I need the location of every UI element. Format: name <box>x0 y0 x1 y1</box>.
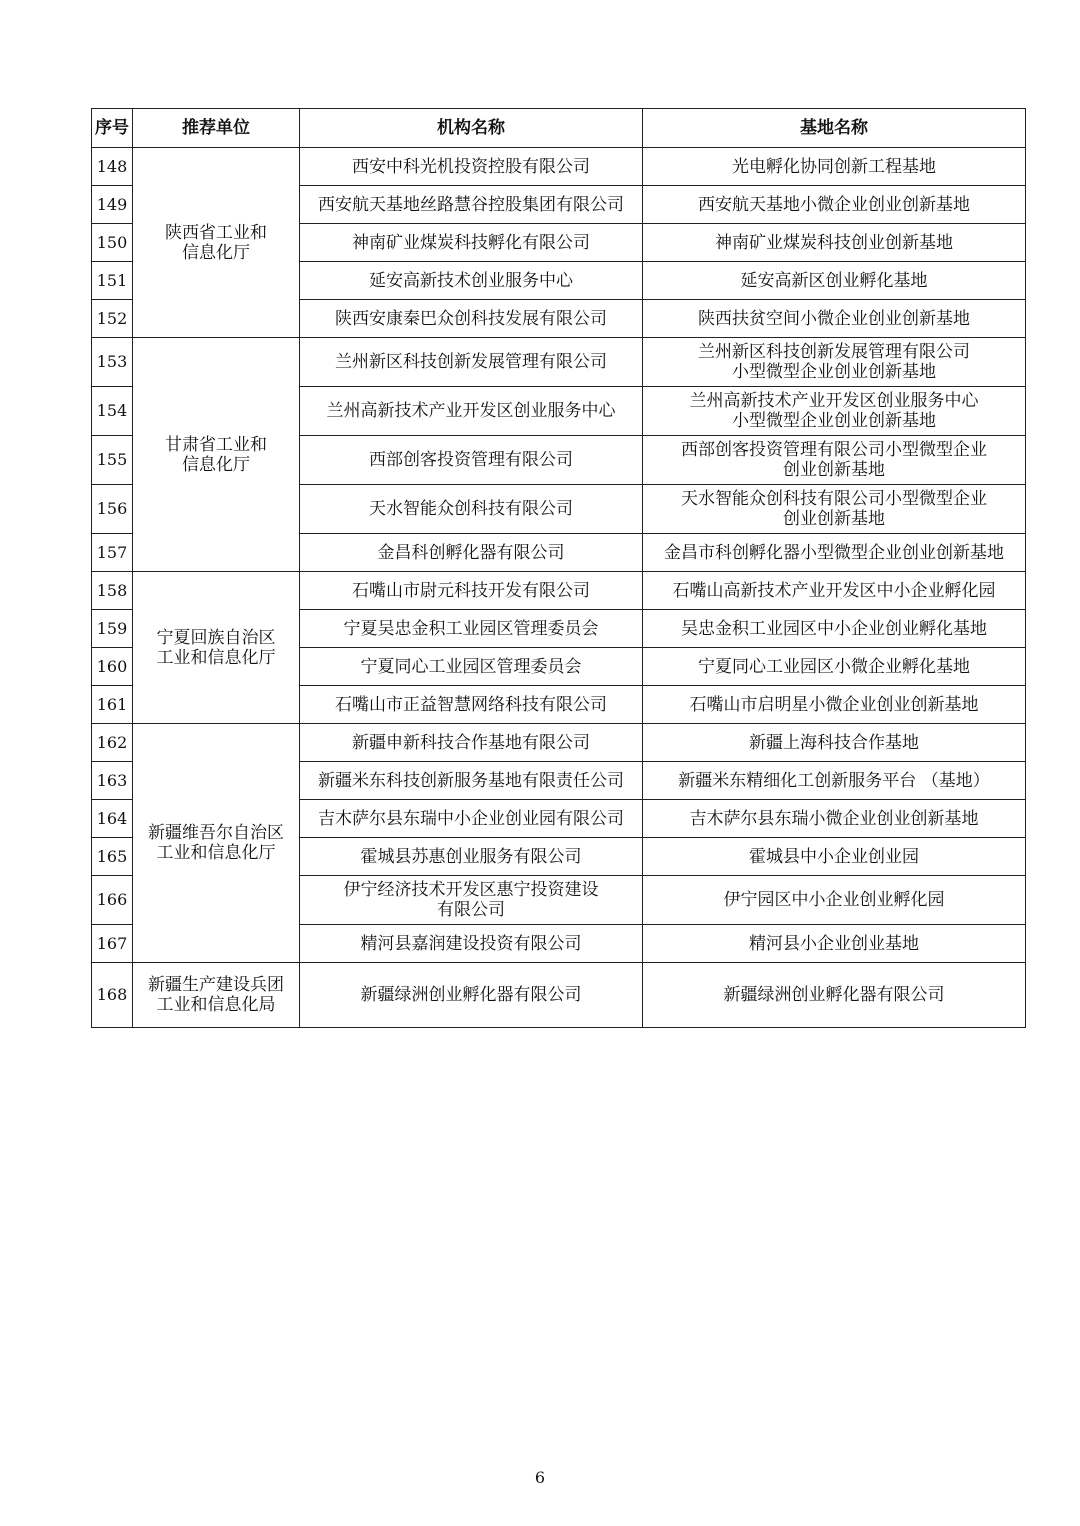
base-name-cell: 新疆米东精细化工创新服务平台 （基地） <box>643 762 1026 800</box>
institution-name-cell: 伊宁经济技术开发区惠宁投资建设 有限公司 <box>300 876 643 925</box>
seq-cell: 149 <box>92 186 133 224</box>
seq-cell: 160 <box>92 648 133 686</box>
table-row <box>92 338 1026 387</box>
institution-name-cell: 精河县嘉润建设投资有限公司 <box>300 925 643 963</box>
header-seq: 序号 <box>92 109 133 148</box>
institution-name-cell: 天水智能众创科技有限公司 <box>300 485 643 534</box>
base-name-cell: 陕西扶贫空间小微企业创业创新基地 <box>643 300 1026 338</box>
base-name-cell: 西部创客投资管理有限公司小型微型企业 创业创新基地 <box>643 436 1026 485</box>
seq-cell: 168 <box>92 963 133 1028</box>
seq-cell: 158 <box>92 572 133 610</box>
base-name-cell: 石嘴山市启明星小微企业创业创新基地 <box>643 686 1026 724</box>
recommending-unit-cell: 宁夏回族自治区 工业和信息化厅 <box>133 572 300 724</box>
seq-cell: 148 <box>92 148 133 186</box>
table-body <box>92 148 1026 1028</box>
recommending-unit-cell: 新疆维吾尔自治区 工业和信息化厅 <box>133 724 300 963</box>
base-name-cell: 石嘴山高新技术产业开发区中小企业孵化园 <box>643 572 1026 610</box>
recommending-unit-cell: 甘肃省工业和 信息化厅 <box>133 338 300 572</box>
institution-name-cell: 宁夏同心工业园区管理委员会 <box>300 648 643 686</box>
seq-cell: 159 <box>92 610 133 648</box>
institution-name-cell: 延安高新技术创业服务中心 <box>300 262 643 300</box>
institution-name-cell: 西安航天基地丝路慧谷控股集团有限公司 <box>300 186 643 224</box>
base-name-cell: 精河县小企业创业基地 <box>643 925 1026 963</box>
institution-name-cell: 石嘴山市正益智慧网络科技有限公司 <box>300 686 643 724</box>
recommending-unit-cell: 陕西省工业和 信息化厅 <box>133 148 300 338</box>
institution-name-cell: 石嘴山市尉元科技开发有限公司 <box>300 572 643 610</box>
base-name-cell: 霍城县中小企业创业园 <box>643 838 1026 876</box>
seq-cell: 166 <box>92 876 133 925</box>
institution-table <box>91 108 1026 1028</box>
seq-cell: 150 <box>92 224 133 262</box>
seq-cell: 164 <box>92 800 133 838</box>
seq-cell: 154 <box>92 387 133 436</box>
base-name-cell: 新疆绿洲创业孵化器有限公司 <box>643 963 1026 1028</box>
recommending-unit-cell: 新疆生产建设兵团 工业和信息化局 <box>133 963 300 1028</box>
base-name-cell: 吉木萨尔县东瑞小微企业创业创新基地 <box>643 800 1026 838</box>
table-row <box>92 963 1026 1028</box>
seq-cell: 151 <box>92 262 133 300</box>
institution-name-cell: 吉木萨尔县东瑞中小企业创业园有限公司 <box>300 800 643 838</box>
institution-name-cell: 新疆申新科技合作基地有限公司 <box>300 724 643 762</box>
base-name-cell: 金昌市科创孵化器小型微型企业创业创新基地 <box>643 534 1026 572</box>
header-org: 机构名称 <box>300 109 643 148</box>
institution-name-cell: 新疆绿洲创业孵化器有限公司 <box>300 963 643 1028</box>
table-row <box>92 724 1026 762</box>
institution-name-cell: 新疆米东科技创新服务基地有限责任公司 <box>300 762 643 800</box>
table-row <box>92 572 1026 610</box>
base-name-cell: 兰州高新技术产业开发区创业服务中心 小型微型企业创业创新基地 <box>643 387 1026 436</box>
base-name-cell: 西安航天基地小微企业创业创新基地 <box>643 186 1026 224</box>
base-name-cell: 新疆上海科技合作基地 <box>643 724 1026 762</box>
page-number: 6 <box>534 1468 546 1487</box>
institution-name-cell: 兰州新区科技创新发展管理有限公司 <box>300 338 643 387</box>
seq-cell: 156 <box>92 485 133 534</box>
header-base: 基地名称 <box>643 109 1026 148</box>
base-name-cell: 宁夏同心工业园区小微企业孵化基地 <box>643 648 1026 686</box>
seq-cell: 163 <box>92 762 133 800</box>
base-name-cell: 天水智能众创科技有限公司小型微型企业 创业创新基地 <box>643 485 1026 534</box>
institution-name-cell: 宁夏吴忠金积工业园区管理委员会 <box>300 610 643 648</box>
institution-name-cell: 霍城县苏惠创业服务有限公司 <box>300 838 643 876</box>
institution-name-cell: 陕西安康秦巴众创科技发展有限公司 <box>300 300 643 338</box>
institution-name-cell: 神南矿业煤炭科技孵化有限公司 <box>300 224 643 262</box>
base-name-cell: 吴忠金积工业园区中小企业创业孵化基地 <box>643 610 1026 648</box>
seq-cell: 153 <box>92 338 133 387</box>
seq-cell: 161 <box>92 686 133 724</box>
seq-cell: 165 <box>92 838 133 876</box>
institution-name-cell: 金昌科创孵化器有限公司 <box>300 534 643 572</box>
institution-name-cell: 西安中科光机投资控股有限公司 <box>300 148 643 186</box>
table-row <box>92 148 1026 186</box>
header-unit: 推荐单位 <box>133 109 300 148</box>
base-name-cell: 神南矿业煤炭科技创业创新基地 <box>643 224 1026 262</box>
base-name-cell: 兰州新区科技创新发展管理有限公司 小型微型企业创业创新基地 <box>643 338 1026 387</box>
seq-cell: 162 <box>92 724 133 762</box>
seq-cell: 152 <box>92 300 133 338</box>
seq-cell: 167 <box>92 925 133 963</box>
seq-cell: 157 <box>92 534 133 572</box>
institution-name-cell: 西部创客投资管理有限公司 <box>300 436 643 485</box>
base-name-cell: 光电孵化协同创新工程基地 <box>643 148 1026 186</box>
base-name-cell: 延安高新区创业孵化基地 <box>643 262 1026 300</box>
seq-cell: 155 <box>92 436 133 485</box>
base-name-cell: 伊宁园区中小企业创业孵化园 <box>643 876 1026 925</box>
institution-name-cell: 兰州高新技术产业开发区创业服务中心 <box>300 387 643 436</box>
table-header-row <box>92 109 1026 148</box>
